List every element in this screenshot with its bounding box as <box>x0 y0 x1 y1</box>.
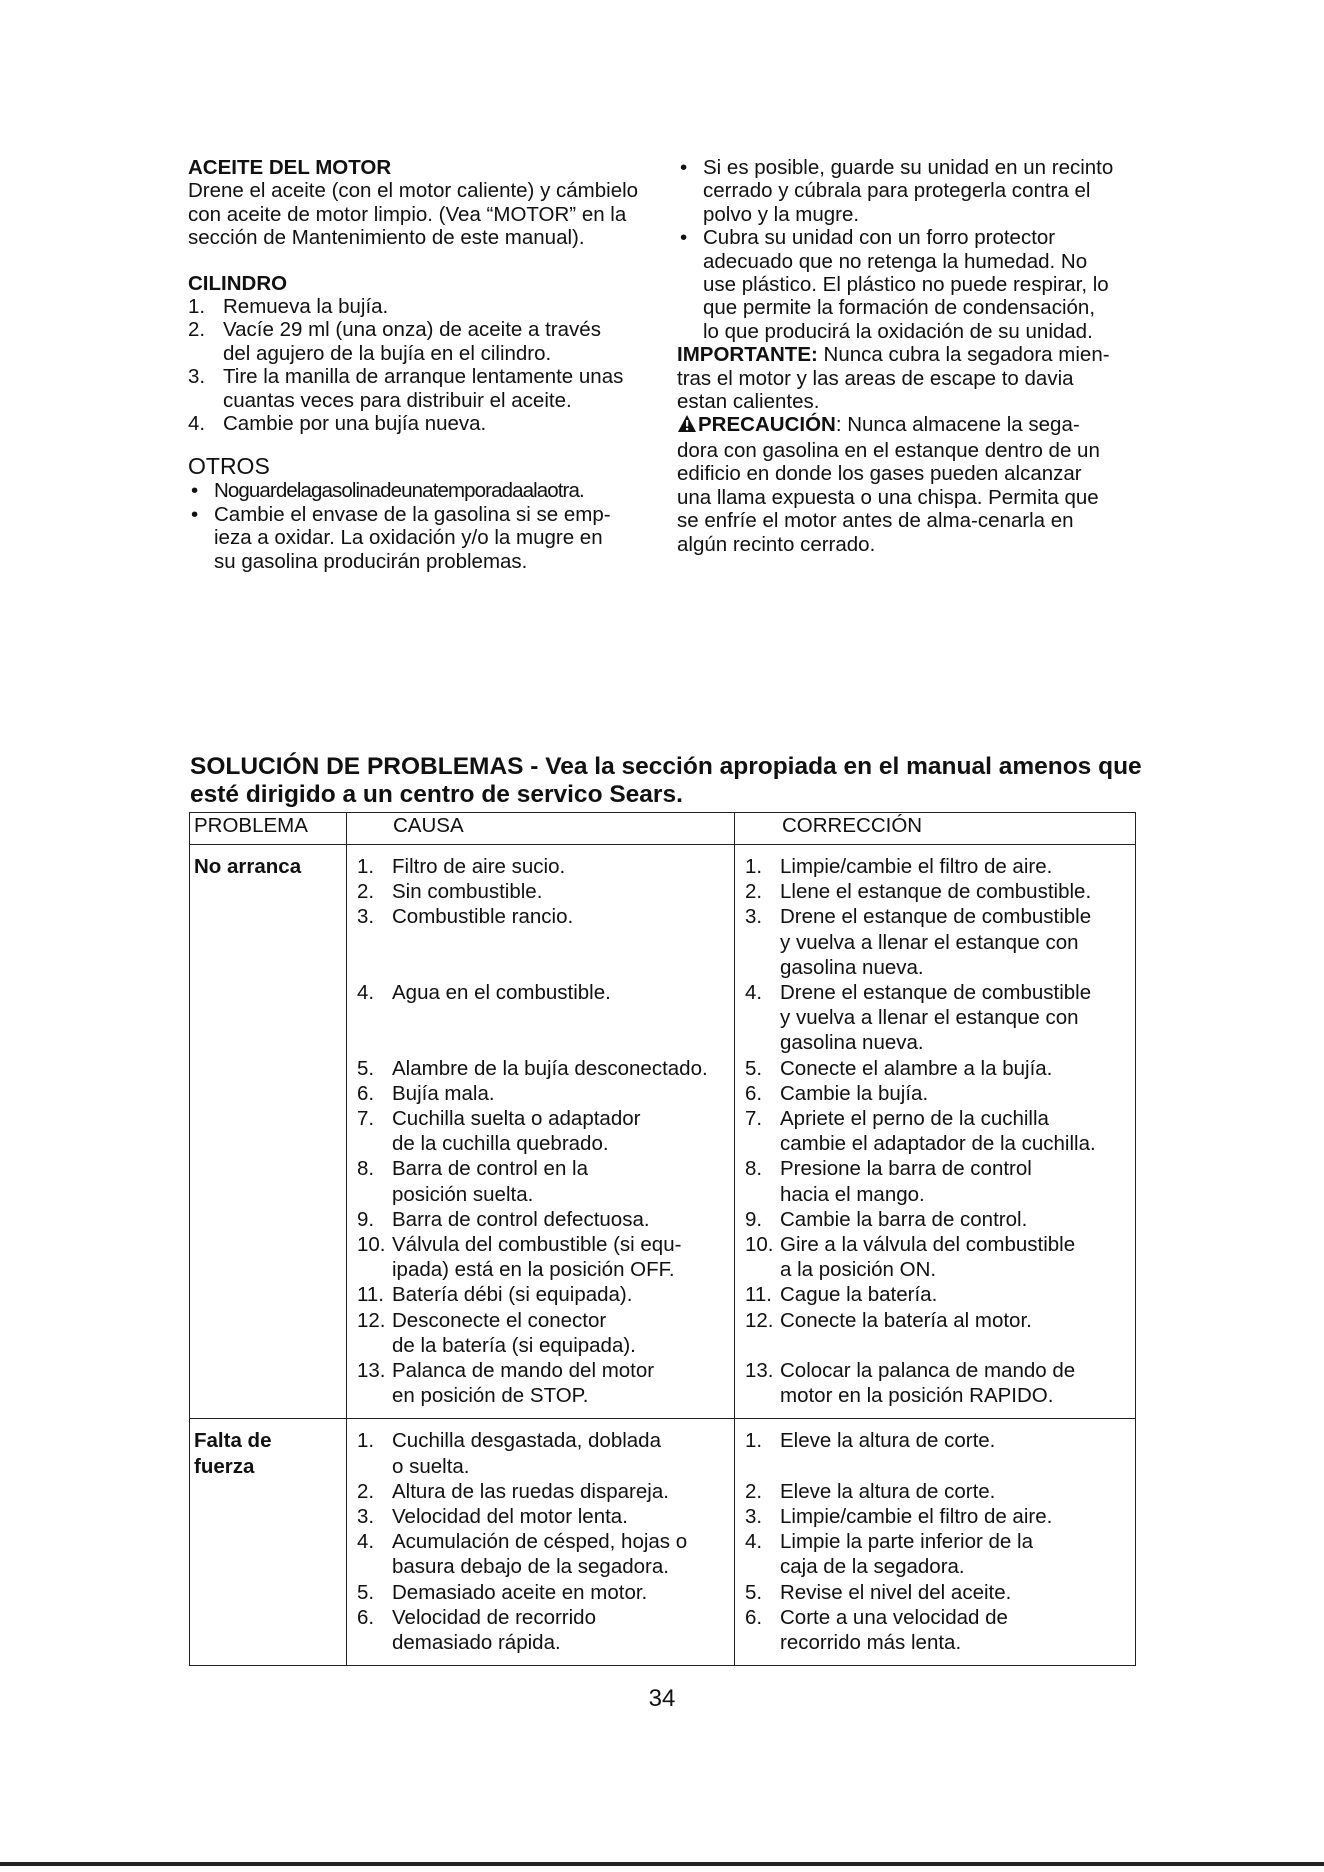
list-item: 8. Presione la barra de control hacia el mango. <box>745 1157 1032 1206</box>
correction-cell <box>735 1419 1136 1666</box>
problem-cell: No arranca <box>190 845 347 1419</box>
troubleshooting-table <box>189 812 1136 1666</box>
cause-cell <box>347 845 735 1419</box>
header-cause: CAUSA <box>347 813 735 845</box>
list-item: 9. Barra de control defectuosa. <box>357 1207 650 1231</box>
list-item: 2. Altura de las ruedas dispareja. <box>357 1479 669 1503</box>
list-item: 1. Limpie/cambie el filtro de aire. <box>745 855 1053 878</box>
list-item: 12. Desconecte el conector de la batería (si equipada). <box>357 1308 636 1357</box>
list-item: 5. Demasiado aceite en motor. <box>357 1580 648 1604</box>
list-item: 4. Acumulación de césped, hojas o basura debajo de la segadora. <box>357 1530 688 1579</box>
list-item: 3. Drene el estanque de combustible y vuelva a llenar el estanque con gasolina nueva. <box>745 905 1092 979</box>
list-item: 2. Vacíe 29 ml (una onza) de aceite a través del agujero de la bujía en el cilindro. <box>188 318 601 365</box>
list-item: 12. Conecte la batería al motor. <box>745 1308 1032 1332</box>
list-item: • Cubra su unidad con un forro protector adecuado que no retenga la humedad. No use plástico. El plástico no puede respirar, lo que permite la formación de condensación, lo que producirá la oxidación de su unidad. <box>680 226 1109 343</box>
problem-cell: Falta de fuerza <box>190 1419 347 1666</box>
cilindro-heading: CILINDRO <box>188 271 288 295</box>
list-item: 11. Cague la batería. <box>745 1283 938 1307</box>
list-item: 4. Limpie la parte inferior de la caja de la segadora. <box>745 1530 1033 1579</box>
table-row <box>190 845 1136 1419</box>
list-item: 6. Bujía mala. <box>357 1081 495 1105</box>
list-item: 1. Cuchilla desgastada, doblada o suelta. <box>357 1429 661 1478</box>
list-item: 4. Drene el estanque de combustible y vuelva a llenar el estanque con gasolina nueva. <box>745 981 1092 1055</box>
list-item: • Si es posible, guarde su unidad en un recinto cerrado y cúbrala para protegerla contra el polvo y la mugre. <box>680 156 1114 226</box>
cilindro-list <box>188 295 658 435</box>
list-item: 6. Cambie la bujía. <box>745 1081 929 1105</box>
list-item: 3. Combustible rancio. <box>357 905 574 929</box>
list-item: 7. Cuchilla suelta o adaptador de la cuchilla quebrado. <box>357 1106 641 1156</box>
list-item: 3. Velocidad del motor lenta. <box>357 1505 628 1529</box>
list-item: • Noguardelagasolinadeunatemporadaalaotra. <box>191 479 584 503</box>
list-item: 13. Palanca de mando del motor en posición de STOP. <box>357 1359 655 1408</box>
list-item: 7. Apriete el perno de la cuchilla cambie el adaptador de la cuchilla. <box>745 1107 1096 1156</box>
table-header-row <box>190 813 1136 845</box>
list-item: 5. Conecte el alambre a la bujía. <box>745 1056 1053 1080</box>
list-item: 3. Limpie/cambie el filtro de aire. <box>745 1505 1053 1529</box>
list-item: 1. Filtro de aire sucio. <box>357 855 566 878</box>
right-column <box>677 156 1137 556</box>
list-item: 2. Llene el estanque de combustible. <box>745 880 1092 904</box>
list-item: 6. Velocidad de recorrido demasiado rápida. <box>357 1605 596 1655</box>
list-item: 3. Tire la manilla de arranque lentamente unas cuantas veces para distribuir el aceite. <box>188 365 624 412</box>
otros-heading: OTROS <box>188 453 270 480</box>
header-problem: PROBLEMA <box>190 813 347 845</box>
list-item: 5. Revise el nivel del aceite. <box>745 1580 1012 1604</box>
list-item: 9. Cambie la barra de control. <box>745 1207 1028 1231</box>
list-item: 4. Cambie por una bujía nueva. <box>188 412 487 436</box>
list-item: 11. Batería débi (si equipada). <box>357 1283 633 1307</box>
list-item: 2. Sin combustible. <box>357 880 543 904</box>
list-item: 1. Eleve la altura de corte. <box>745 1429 996 1453</box>
table-row <box>190 1419 1136 1666</box>
precaucion-note: PRECAUCIÓN: Nunca almacene la sega- dora con gasolina en el estanque dentro de un edificio en donde los gases pueden alcanzar una llama expuesta o una chispa. Permita que se enfríe el motor antes de alma-cenarla en algún recinto cerrado. <box>677 413 1100 556</box>
cause-cell <box>347 1419 735 1666</box>
list-item: 6. Corte a una velocidad de recorrido más lenta. <box>745 1605 1008 1655</box>
importante-label: IMPORTANTE: <box>677 343 818 367</box>
aceite-text: Drene el aceite (con el motor caliente) y cámbielo con aceite de motor limpio. (Vea “MOTOR” en la sección de Mantenimiento de este manual). <box>188 179 639 250</box>
troubleshooting-title: SOLUCIÓN DE PROBLEMAS - Vea la sección apropiada en el manual amenos que esté dirigido a un centro de servico Sears. <box>190 753 1142 808</box>
list-item: 13. Colocar la palanca de mando de motor en la posición RAPIDO. <box>745 1359 1076 1408</box>
list-item: 2. Eleve la altura de corte. <box>745 1479 996 1503</box>
list-item: 10. Gire a la válvula del combustible a la posición ON. <box>745 1233 1076 1282</box>
page-number: 34 <box>648 1685 676 1712</box>
list-item: 1. Remueva la bujía. <box>188 295 389 319</box>
list-item: 10. Válvula del combustible (si equ- ipada) está en la posición OFF. <box>357 1232 682 1282</box>
bottom-rule <box>0 1862 1324 1866</box>
list-item: 8. Barra de control en la posición suelta. <box>357 1157 589 1206</box>
storage-bullets <box>677 156 1137 343</box>
importante-note: IMPORTANTE: Nunca cubra la segadora mien- tras el motor y las areas de escape to davia estan calientes. <box>677 343 1110 414</box>
correction-cell <box>735 845 1136 1419</box>
precaucion-label: PRECAUCIÓN <box>698 413 836 437</box>
list-item: 5. Alambre de la bujía desconectado. <box>357 1056 708 1080</box>
aceite-heading: ACEITE DEL MOTOR <box>188 156 392 179</box>
otros-list <box>188 479 658 573</box>
warning-triangle-icon <box>677 414 697 438</box>
header-correction: CORRECCIÓN <box>735 813 1136 845</box>
left-column <box>188 156 658 573</box>
list-item: • Cambie el envase de la gasolina si se emp- ieza a oxidar. La oxidación y/o la mugre en su gasolina producirán problemas. <box>191 502 611 573</box>
list-item: 4. Agua en el combustible. <box>357 980 611 1004</box>
